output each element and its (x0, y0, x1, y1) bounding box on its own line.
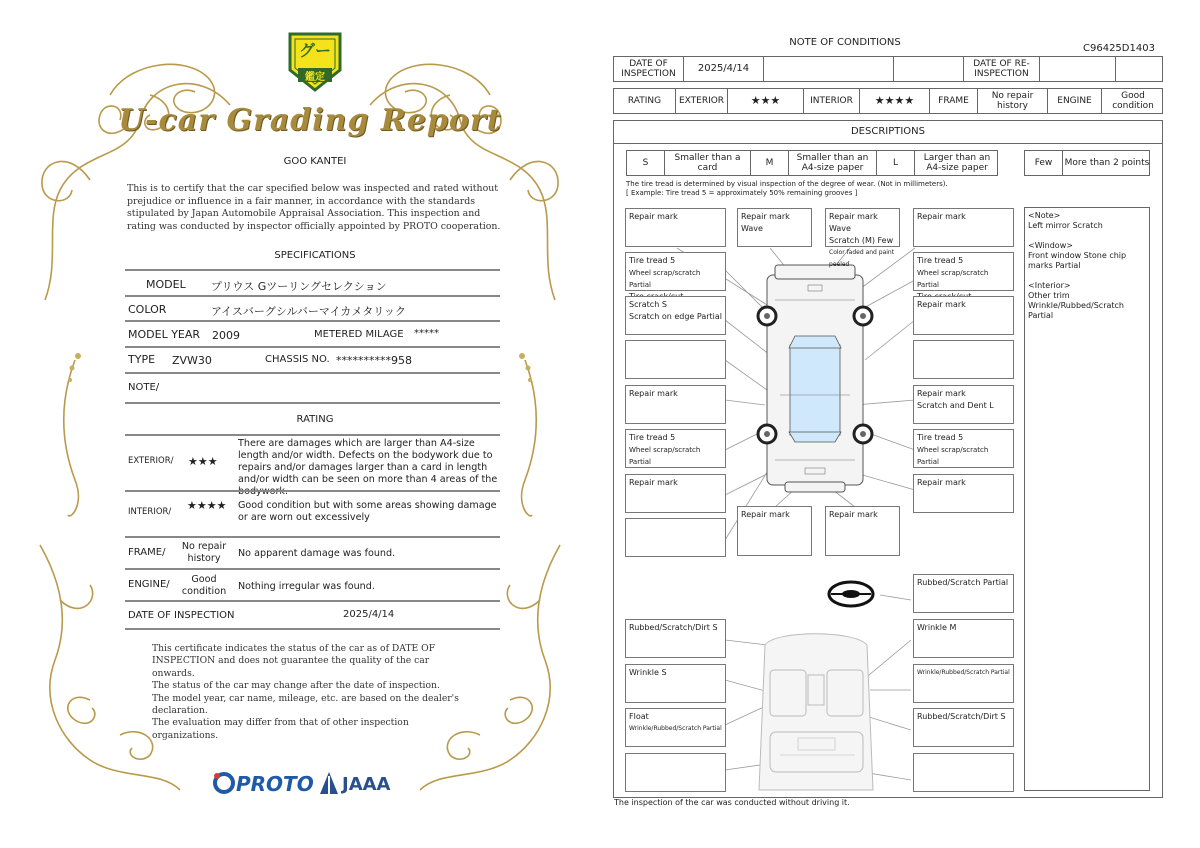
remark-text: Repair mark (741, 510, 790, 519)
date-of-inspection-label: DATE OF INSPECTION (614, 57, 684, 81)
exterior-stars: ★★★ (188, 455, 218, 468)
legend-few: Few (1025, 151, 1063, 175)
remark-text: Color faded and paint peeled (829, 249, 895, 268)
divider (125, 372, 500, 374)
badge-bottom-text: 鑑定 (305, 72, 325, 83)
remark-box (737, 208, 812, 247)
proto-logo-mark (212, 772, 238, 794)
engine-label: ENGINE/ (128, 579, 170, 590)
exterior-label: EXTERIOR (676, 89, 728, 113)
jaaa-logo-text: JAAA (342, 774, 391, 795)
remark-text: Wheel scrap/scratch Partial (917, 269, 989, 289)
legend-few-text: More than 2 points (1064, 158, 1150, 168)
footer-line: This certificate indicates the status of the car as of DATE OF INSPECTION and does not guarantee the quality of the car onwards. (152, 643, 436, 679)
divider (125, 346, 500, 348)
interior-label: INTERIOR/ (128, 507, 172, 517)
color-label: COLOR (128, 303, 167, 316)
footer-line: The evaluation may differ from that of other inspection organizations. (152, 717, 409, 741)
remark-text: Rubbed/Scratch Partial (917, 578, 1009, 587)
color-value: アイスバーグシルバーマイカメタリック (211, 305, 406, 318)
legend-s-text: Smaller than a card (665, 151, 751, 175)
divider (125, 434, 500, 436)
engine-label: ENGINE (1048, 89, 1102, 113)
spacer (1028, 271, 1146, 281)
interior-remark-box (913, 619, 1014, 658)
spacer (1028, 231, 1146, 241)
interior-text: Other trim Wrinkle/Rubbed/Scratch Partial (1028, 291, 1124, 320)
notes-column (1024, 207, 1150, 791)
legend-l-text: Larger than an A4-size paper (923, 153, 991, 173)
remark-box (625, 340, 726, 379)
remark-box (913, 385, 1014, 424)
tread-note-line: The tire tread is determined by visual inspection of the degree of wear. (Not in millimeters). (626, 180, 948, 188)
remark-box (913, 429, 1014, 468)
interior-stars: ★★★★ (860, 89, 930, 113)
interior-remark-box (913, 574, 1014, 613)
interior-remark-box (625, 664, 726, 703)
divider (125, 628, 500, 630)
remark-text: Rubbed/Scratch/Dirt S (629, 623, 718, 632)
legend-m-text: Smaller than an A4-size paper (789, 151, 877, 175)
remark-text: Tire tread 5 (629, 256, 676, 265)
interior-description: Good condition but with some areas showing damage or are worn out excessively (238, 500, 497, 523)
remark-text: Repair mark (917, 478, 966, 487)
jaaa-logo-mark (318, 770, 340, 796)
descriptions-heading: DESCRIPTIONS (613, 120, 1163, 144)
remark-box (737, 506, 812, 556)
footer-line: The model year, car name, mileage, etc. are based on the dealer's declaration. (152, 692, 459, 717)
remark-text: Repair mark Wave (741, 212, 790, 233)
remark-text: Wrinkle M (917, 623, 957, 632)
report-title: U-car Grading Report (118, 103, 502, 138)
divider (125, 402, 500, 404)
steering-wheel-icon (829, 582, 873, 606)
milage-label: METERED MILAGE (314, 329, 404, 340)
interior-remark-box (913, 664, 1014, 703)
note-heading: <Note> (1028, 211, 1061, 220)
intro-paragraph: This is to certify that the car specified below was inspected and rated without prejudice or influence in a fair manner, in accordance with the standards stipulated by Japan Automobile Appraisal Association. This inspection and rating was conducted by inspector officially appointed by PROTO cooperation. (127, 183, 501, 232)
divider (125, 320, 500, 322)
remark-box (913, 252, 1014, 291)
type-label: TYPE (128, 353, 156, 366)
remark-box (913, 296, 1014, 335)
remark-text: Wheel scrap/scratch Partial (629, 446, 701, 466)
remark-text: Repair mark (629, 478, 678, 487)
remark-text: Repair mark (829, 510, 878, 519)
remark-box (913, 474, 1014, 513)
divider (125, 536, 500, 538)
remark-text: Scratch S (629, 300, 667, 309)
remark-text: Wrinkle/Rubbed/Scratch Partial (629, 725, 722, 732)
frame-value: No repair history (181, 541, 227, 564)
remark-text: Repair mark (629, 212, 678, 221)
divider (125, 490, 500, 492)
remark-box (825, 506, 900, 556)
remark-text: Wheel scrap/scratch Partial (629, 269, 701, 289)
interior-stars: ★★★★ (187, 499, 227, 512)
remark-box (913, 208, 1014, 247)
interior-remark-box (913, 753, 1014, 792)
remark-text: Scratch and Dent L (917, 401, 994, 410)
model-value: プリウス Gツーリングセレクション (211, 280, 387, 293)
remark-text: Tire tread 5 (917, 433, 964, 442)
inspection-date-value: 2025/4/14 (343, 609, 395, 620)
document-code: C96425D1403 (1083, 43, 1155, 54)
milage-value: ***** (414, 328, 439, 339)
remark-text: Repair mark (917, 389, 966, 398)
interior-heading: <Interior> (1028, 281, 1071, 290)
exterior-description: There are damages which are larger than A4-size length and/or width. Defects on the bodywork due to repairs and/or damages larger than a card in length and/or width can be seen on more than 4 areas of the (238, 438, 498, 485)
footer-line: The status of the car may change after the date of inspection. (152, 680, 440, 692)
divider (125, 568, 500, 570)
interior-label: INTERIOR (804, 89, 860, 113)
note-label: NOTE/ (128, 382, 160, 393)
inspection-footer: The inspection of the car was conducted without driving it. (614, 798, 850, 807)
remark-box (913, 340, 1014, 379)
engine-value: Good condition (1112, 91, 1154, 111)
certificate-footer (152, 643, 472, 742)
remark-text: Wheel scrap/scratch Partial (917, 446, 989, 466)
inspection-date-label: DATE OF INSPECTION (128, 610, 235, 621)
remark-text: Repair mark (629, 389, 678, 398)
interior-remark-box (625, 619, 726, 658)
legend-m: M (751, 151, 789, 175)
tread-note-line: [ Example: Tire tread 5 = approximately 50% remaining grooves ] (626, 189, 858, 197)
exterior-stars: ★★★ (728, 89, 804, 113)
remark-text: Tire tread 5 (917, 256, 964, 265)
remark-text: Repair mark Wave (829, 212, 878, 233)
rating-heading: RATING (296, 414, 334, 425)
interior-remark-box (625, 753, 726, 792)
frame-label: FRAME/ (128, 547, 166, 558)
model-year-value: 2009 (212, 329, 240, 342)
note-of-conditions (605, 0, 1200, 848)
window-text: Front window Stone chip marks Partial (1028, 251, 1127, 270)
chassis-label: CHASSIS NO. (265, 354, 330, 365)
remark-box (625, 429, 726, 468)
note-text: Left mirror Scratch (1028, 221, 1103, 230)
reinspection-label: DATE OF RE-INSPECTION (964, 57, 1040, 81)
model-label: MODEL (146, 278, 186, 291)
divider (125, 600, 500, 602)
divider (125, 295, 500, 297)
interior-remark-box (625, 708, 726, 747)
remark-box (625, 208, 726, 247)
remark-text: Scratch on edge Partial (629, 312, 723, 321)
remark-text: Wrinkle S (629, 668, 667, 677)
engine-value: Good condition (181, 574, 227, 597)
chassis-value: **********958 (336, 354, 412, 367)
frame-label: FRAME (930, 89, 978, 113)
remark-box (625, 252, 726, 291)
remark-box (625, 385, 726, 424)
report-subtitle: GOO KANTEI (283, 156, 347, 167)
badge-top-text: グー (298, 41, 331, 60)
remark-text: Wrinkle/Rubbed/Scratch Partial (917, 669, 1010, 676)
model-year-label: MODEL YEAR (128, 328, 201, 341)
proto-logo-text: PROTO (236, 772, 314, 796)
divider (125, 269, 500, 271)
type-value: ZVW30 (172, 354, 212, 367)
remark-text: Repair mark (917, 212, 966, 221)
interior-remark-box (913, 708, 1014, 747)
remark-box (625, 296, 726, 335)
frame-description: No apparent damage was found. (238, 548, 396, 559)
remark-box (625, 474, 726, 513)
legend-l: L (877, 151, 915, 175)
frame-value: No repair history (978, 89, 1048, 113)
remark-text: Float (629, 712, 649, 721)
rating-label: RATING (614, 89, 676, 113)
remark-text: Tire tread 5 (629, 433, 676, 442)
remark-box (625, 518, 726, 557)
date-of-inspection-value: 2025/4/14 (684, 57, 764, 81)
exterior-label: EXTERIOR/ (128, 456, 174, 466)
notes-title: NOTE OF CONDITIONS (789, 37, 901, 48)
remark-text: Rubbed/Scratch/Dirt S (917, 712, 1006, 721)
specifications-heading: SPECIFICATIONS (274, 250, 356, 261)
remark-text: Repair mark (917, 300, 966, 309)
remark-text: Scratch (M) Few (829, 236, 894, 245)
window-heading: <Window> (1028, 241, 1073, 250)
legend-s: S (627, 151, 665, 175)
remark-box (825, 208, 900, 268)
engine-description: Nothing irregular was found. (238, 581, 375, 592)
